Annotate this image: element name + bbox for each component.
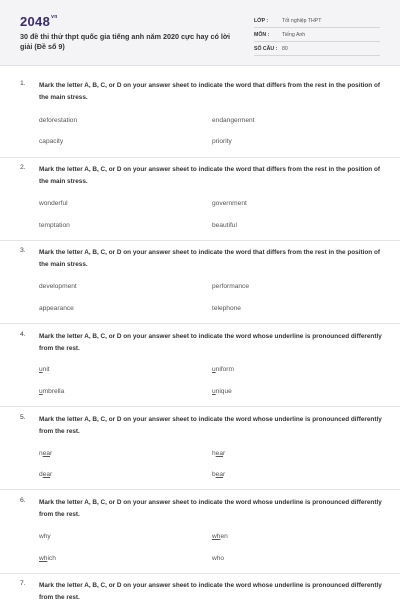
meta-class-value: Tốt nghiệp THPT [282,18,322,24]
question-text: Mark the letter A, B, C, or D on your answer sheet to indicate the word that differs from the rest in the position of the main stress. [39,249,380,268]
option-text: wonderful [39,200,68,207]
option-text: r [50,450,53,457]
option-text: priority [212,138,232,145]
option-b[interactable] [212,283,249,290]
question-number: 3. [20,247,26,254]
option-text: why [39,533,51,540]
option-d[interactable] [212,305,241,312]
question-divider [0,573,400,574]
option-text: temptation [39,222,70,229]
meta-divider [254,41,380,42]
option-d[interactable] [212,471,225,478]
question-text: Mark the letter A, B, C, or D on your answer sheet to indicate the word whose underline is pronounced differently from the rest. [39,499,382,518]
option-text: n [39,450,43,457]
option-underlined: ea [215,450,224,457]
option-underlined: ea [42,450,51,457]
option-underlined: ea [42,471,51,478]
option-text: ich [47,555,56,562]
option-c[interactable] [39,222,70,229]
question-number: 1. [20,80,26,87]
question-number: 5. [20,414,26,421]
question-divider [0,157,400,158]
option-text: nit [42,366,50,373]
option-b[interactable] [212,200,247,207]
option-c[interactable] [39,138,63,145]
option-text: deforestation [39,117,78,124]
option-underlined: u [39,388,43,395]
option-text: h [212,450,216,457]
option-text: en [220,533,228,540]
option-text: endangerment [212,117,255,124]
option-text: appearance [39,305,74,312]
question-text: Mark the letter A, B, C, or D on your answer sheet to indicate the word that differs from the rest in the position of the main stress. [39,166,380,185]
option-c[interactable] [39,555,56,562]
option-b[interactable] [212,450,225,457]
question-number: 6. [20,497,26,504]
page-header [0,0,400,66]
option-b[interactable] [212,117,255,124]
meta-subject-label: MÔN : [254,32,270,38]
question-number: 2. [20,164,26,171]
option-c[interactable] [39,388,64,395]
question-number: 4. [20,331,26,338]
option-text: who [212,555,225,562]
option-underlined: u [212,366,216,373]
option-underlined: u [212,388,216,395]
meta-divider [254,27,380,28]
option-text: government [212,200,247,207]
document-title: 30 đề thi thử thpt quốc gia tiếng anh năm 2020 cực hay có lời giải (Đề số 9) [20,32,231,51]
meta-divider [254,55,380,56]
meta-subject-value: Tiếng Anh [282,32,306,38]
question-divider [0,489,400,490]
option-text: r [223,450,226,457]
option-b[interactable] [212,366,234,373]
option-text: telephone [212,305,241,312]
option-text: b [212,471,216,478]
option-underlined: ea [215,471,224,478]
option-text: capacity [39,138,64,145]
option-c[interactable] [39,471,52,478]
option-text: niform [215,366,234,373]
logo-sup: vn [51,14,58,20]
question-number: 7. [20,580,26,587]
option-a[interactable] [39,533,51,540]
option-text: d [39,471,43,478]
question-divider [0,406,400,407]
option-text: r [223,471,226,478]
option-text: beautiful [212,222,237,229]
option-a[interactable] [39,450,52,457]
option-a[interactable] [39,117,77,124]
option-d[interactable] [212,555,224,562]
question-text: Mark the letter A, B, C, or D on your answer sheet to indicate the word whose underline is pronounced differently from the rest. [39,333,382,352]
option-text: performance [212,283,250,290]
option-d[interactable] [212,222,237,229]
option-a[interactable] [39,200,68,207]
option-underlined: wh [39,555,48,562]
option-text: r [50,471,53,478]
meta-class-label: LỚP : [254,18,269,24]
option-d[interactable] [212,138,232,145]
option-underlined: wh [212,533,221,540]
question-text: Mark the letter A, B, C, or D on your answer sheet to indicate the word whose underline is pronounced differently from the rest. [39,416,382,435]
site-logo[interactable] [20,14,58,29]
option-underlined: u [39,366,43,373]
question-divider [0,240,400,241]
option-text: mbrella [42,388,65,395]
option-b[interactable] [212,533,228,540]
option-c[interactable] [39,305,74,312]
question-divider [0,323,400,324]
question-text: Mark the letter A, B, C, or D on your answer sheet to indicate the word that differs from the rest in the position of the main stress. [39,82,380,101]
question-text: Mark the letter A, B, C, or D on your answer sheet to indicate the word whose underline is pronounced differently from the rest. [39,582,382,600]
option-text: development [39,283,77,290]
meta-count-label: SỐ CÂU : [254,46,278,52]
meta-count-value: 80 [282,46,288,52]
option-a[interactable] [39,366,50,373]
logo-text: 2048 [20,14,51,29]
option-a[interactable] [39,283,77,290]
option-text: nique [215,388,232,395]
option-d[interactable] [212,388,232,395]
